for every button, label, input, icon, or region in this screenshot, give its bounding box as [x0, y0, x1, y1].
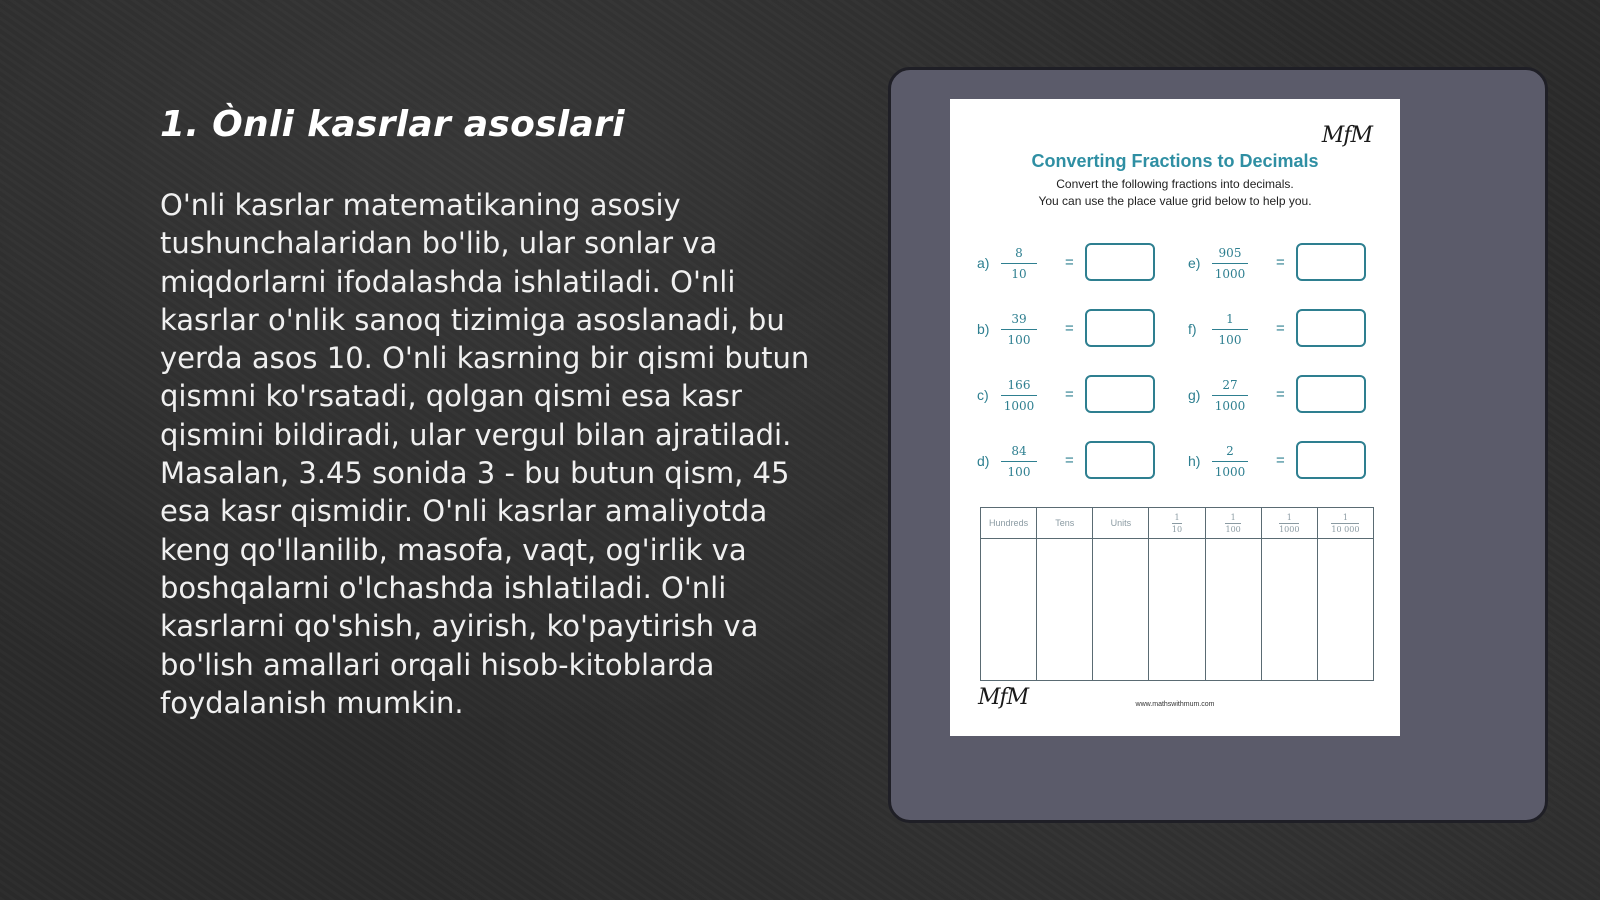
equals-sign: =: [1065, 254, 1074, 271]
numerator: 27: [1222, 378, 1238, 392]
slide-body-text: O'nli kasrlar matematikaning asosiy tushunchalaridan bo'lib, ular sonlar va miqdorlarni ifodalashda ishlatiladi. O'nli kasrlar o'nlik sanoq tizimiga asoslanadi, bu yerda asos 10. O'nli kasrning bir qismi butun qismni ko'rsatadi, qolgan qismi esa kasr qismini bildiradi, ular vergul bilan ajratiladi. Masalan, 3.45 sonida 3 - bu butun qism, 45 esa kasr qismidir. O'nli kasrlar amaliyotda keng qo'llanilib, masofa, vaqt, og'irlik va boshqalarni o'lchashda ishlatiladi. O'nli kasrlarni qo'shish, ayirish, ko'paytirish va bo'lish amallari orqali hisob-kitoblarda foydalanish mumkin.: [160, 188, 810, 720]
numerator: 2: [1226, 444, 1234, 458]
question-label: c): [977, 387, 989, 403]
numerator: 905: [1218, 246, 1242, 260]
numerator: 8: [1015, 246, 1023, 260]
equals-sign: =: [1276, 320, 1285, 337]
equals-sign: =: [1065, 320, 1074, 337]
pv-cell: [1317, 539, 1373, 681]
equals-sign: =: [1276, 386, 1285, 403]
answer-box: [1085, 243, 1155, 281]
pv-cell: [1037, 539, 1093, 681]
denominator: 1000: [1003, 399, 1035, 413]
fraction: [999, 311, 1039, 348]
worksheet-image: [950, 99, 1400, 736]
denominator: 1000: [1214, 267, 1246, 281]
worksheet-instruction-2: You can use the place value grid below to help you.: [1038, 194, 1312, 208]
answer-box: [1085, 441, 1155, 479]
denominator: 100: [1225, 524, 1241, 534]
pv-cell: [1149, 539, 1205, 681]
numerator: 1: [1226, 312, 1234, 326]
denominator: 100: [1007, 333, 1031, 347]
pv-header-thousandths: [1261, 508, 1317, 539]
fraction: [1210, 311, 1250, 348]
denominator: 1000: [1279, 524, 1300, 534]
answer-box: [1085, 375, 1155, 413]
denominator: 10: [1171, 524, 1183, 534]
equals-sign: =: [1276, 452, 1285, 469]
question-label: d): [977, 453, 990, 469]
question-label: b): [977, 321, 990, 337]
question-label: h): [1188, 453, 1201, 469]
place-value-grid: [980, 507, 1374, 681]
pv-cell: [1261, 539, 1317, 681]
pv-cell: [981, 539, 1037, 681]
pv-header-hundredths: [1205, 508, 1261, 539]
fraction: [999, 443, 1039, 480]
denominator: 1000: [1214, 465, 1246, 479]
pv-cell: [1205, 539, 1261, 681]
denominator: 100: [1007, 465, 1031, 479]
pv-header-tenths: [1149, 508, 1205, 539]
pv-header-ten-thousandths: [1317, 508, 1373, 539]
worksheet-instruction-1: Convert the following fractions into decimals.: [1056, 177, 1294, 191]
answer-box: [1296, 375, 1366, 413]
numerator: 84: [1011, 444, 1027, 458]
equals-sign: =: [1276, 254, 1285, 271]
answer-box: [1296, 243, 1366, 281]
question-label: a): [977, 255, 990, 271]
answer-box: [1296, 309, 1366, 347]
numerator: 39: [1011, 312, 1027, 326]
worksheet-title: Converting Fractions to Decimals: [1031, 151, 1319, 171]
numerator: 166: [1007, 378, 1031, 392]
equals-sign: =: [1065, 452, 1074, 469]
fraction: [999, 245, 1039, 282]
numerator: 1: [1342, 512, 1348, 522]
numerator: 1: [1286, 512, 1292, 522]
pv-header-units: Units: [1093, 508, 1149, 539]
question-label: f): [1188, 321, 1197, 337]
fraction: [1210, 377, 1250, 414]
denominator: 10 000: [1331, 524, 1360, 534]
question-label: e): [1188, 255, 1201, 271]
denominator: 10: [1011, 267, 1027, 281]
equals-sign: =: [1065, 386, 1074, 403]
question-label: g): [1188, 387, 1201, 403]
denominator: 100: [1218, 333, 1242, 347]
mfm-logo: MfM: [1321, 123, 1372, 148]
pv-header-hundreds: Hundreds: [981, 508, 1037, 539]
slide-title: 1. Ònli kasrlar asoslari: [160, 104, 625, 145]
pv-header-tens: Tens: [1037, 508, 1093, 539]
fraction: [999, 377, 1039, 414]
worksheet-url: www.mathswithmum.com: [1135, 701, 1215, 708]
pv-cell: [1093, 539, 1149, 681]
numerator: 1: [1174, 512, 1180, 522]
fraction: [1210, 245, 1250, 282]
numerator: 1: [1230, 512, 1236, 522]
footer-mfm-logo: MfM: [978, 685, 1029, 710]
answer-box: [1085, 309, 1155, 347]
answer-box: [1296, 441, 1366, 479]
fraction: [1210, 443, 1250, 480]
denominator: 1000: [1214, 399, 1246, 413]
